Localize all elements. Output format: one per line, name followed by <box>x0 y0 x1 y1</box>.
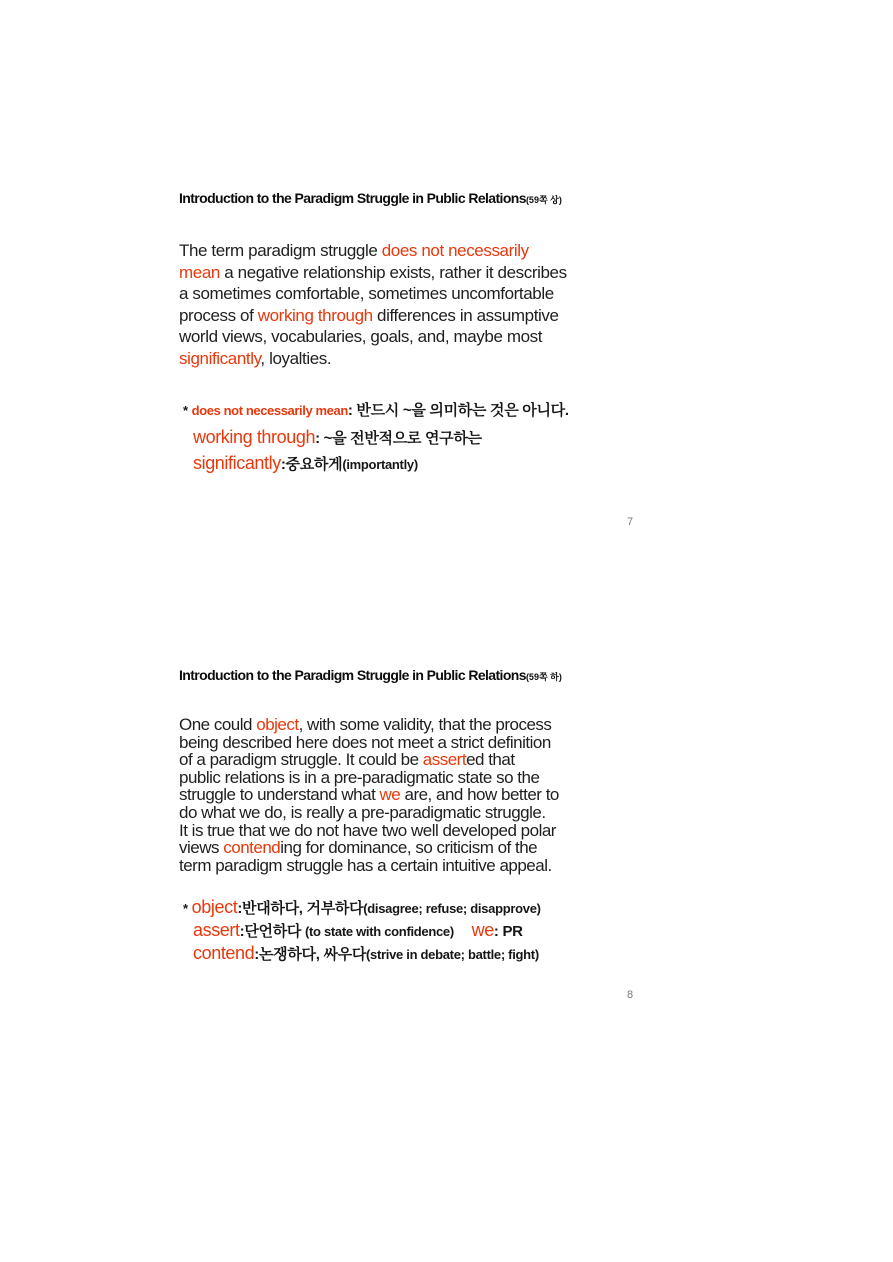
page-number: 8 <box>627 989 634 1001</box>
text-run: * <box>183 901 192 916</box>
text-run: : 반드시 ~을 의미하는 것은 아니다. <box>347 402 569 419</box>
vocab-line <box>183 398 569 424</box>
paragraph-line <box>179 716 559 734</box>
paragraph-line <box>179 240 567 262</box>
slide-title-text: Introduction to the Paradigm Struggle in Public Relations <box>179 190 526 206</box>
slide-title-suffix: (59쪽 상) <box>525 195 562 205</box>
text-run: :논쟁하다, 싸우다 <box>254 946 367 963</box>
text-run: working through <box>193 427 316 447</box>
text-run: assert <box>193 920 240 940</box>
text-run: struggle to understand what <box>179 785 380 805</box>
vocabulary-list <box>183 398 569 476</box>
text-run: assert <box>422 750 467 770</box>
text-run: ed that <box>466 750 515 770</box>
text-run: term paradigm struggle has a certain intuitive appeal. <box>179 855 552 875</box>
text-run: contend <box>223 838 281 858</box>
vocab-line <box>183 424 569 450</box>
paragraph-line <box>179 326 567 348</box>
paragraph-line <box>179 769 559 787</box>
vocab-line <box>183 450 569 476</box>
vocabulary-list <box>183 896 541 965</box>
text-run: differences in assumptive <box>372 305 559 325</box>
text-run: :반대하다, 거부하다 <box>237 900 364 917</box>
text-run: does not necessarily <box>381 241 529 260</box>
page-number: 7 <box>627 516 634 528</box>
text-run: One could <box>179 715 257 734</box>
text-run: ing for dominance, so criticism of the <box>280 838 538 858</box>
text-run: : PR <box>493 923 523 940</box>
text-run: we <box>471 920 494 940</box>
text-run: views <box>179 838 224 858</box>
text-run: object <box>256 715 299 734</box>
text-run: world views, vocabularies, goals, and, maybe most <box>179 327 543 347</box>
text-run: public relations is in a pre-paradigmatic state so the <box>179 767 540 787</box>
paragraph-line <box>179 804 559 822</box>
text-run: (disagree; refuse; disapprove) <box>363 901 541 916</box>
text-run: being described here does not meet a strict definition <box>179 732 551 752</box>
paragraph-line <box>179 822 559 840</box>
slide-title <box>179 190 562 206</box>
slide-title-text: Introduction to the Paradigm Struggle in Public Relations <box>179 667 526 683</box>
text-run: working through <box>257 305 373 325</box>
text-run: The term paradigm struggle <box>179 241 382 260</box>
text-run: (to state with confidence) <box>304 924 454 939</box>
text-run: , loyalties. <box>260 348 332 368</box>
text-run: a sometimes comfortable, sometimes uncomfortable <box>179 284 554 304</box>
text-run: :중요하게 <box>280 456 343 473</box>
slide-title <box>179 667 562 683</box>
text-run: significantly <box>179 348 261 368</box>
text-run: : ~을 전반적으로 연구하는 <box>315 430 482 447</box>
text-run: object <box>191 897 238 917</box>
text-run: contend <box>193 943 255 963</box>
paragraph-line <box>179 786 559 804</box>
text-run: * <box>183 403 192 418</box>
text-run: of a paradigm struggle. It could be <box>179 750 423 770</box>
paragraph-line <box>179 734 559 752</box>
paragraph-line <box>179 305 567 327</box>
text-run: , with some validity, that the process <box>298 715 552 734</box>
text-run: does not necessarily mean <box>191 403 348 418</box>
text-run: mean <box>179 262 220 282</box>
paragraph-line <box>179 839 559 857</box>
text-run: process of <box>179 305 258 325</box>
text-run: do what we do, is really a pre-paradigmatic struggle. <box>179 802 546 822</box>
paragraph-line <box>179 348 567 370</box>
text-run: we <box>379 785 401 805</box>
text-run: are, and how better to <box>400 785 559 805</box>
paragraph-line <box>179 283 567 305</box>
slide-paragraph <box>179 716 559 874</box>
paragraph-line <box>179 262 567 284</box>
text-run: :단언하다 <box>239 923 305 940</box>
text-run: (strive in debate; battle; fight) <box>366 947 539 962</box>
paragraph-line <box>179 857 559 875</box>
vocab-line <box>183 919 541 942</box>
slide-title-suffix: (59쪽 하) <box>525 672 562 682</box>
paragraph-line <box>179 751 559 769</box>
text-run <box>454 923 472 940</box>
text-run: (importantly) <box>342 457 418 472</box>
vocab-line <box>183 896 541 919</box>
text-run: a negative relationship exists, rather it describes <box>219 262 567 282</box>
vocab-line <box>183 942 541 965</box>
slide-paragraph <box>179 240 567 370</box>
text-run: significantly <box>193 453 281 473</box>
text-run: It is true that we do not have two well developed polar <box>179 820 556 840</box>
